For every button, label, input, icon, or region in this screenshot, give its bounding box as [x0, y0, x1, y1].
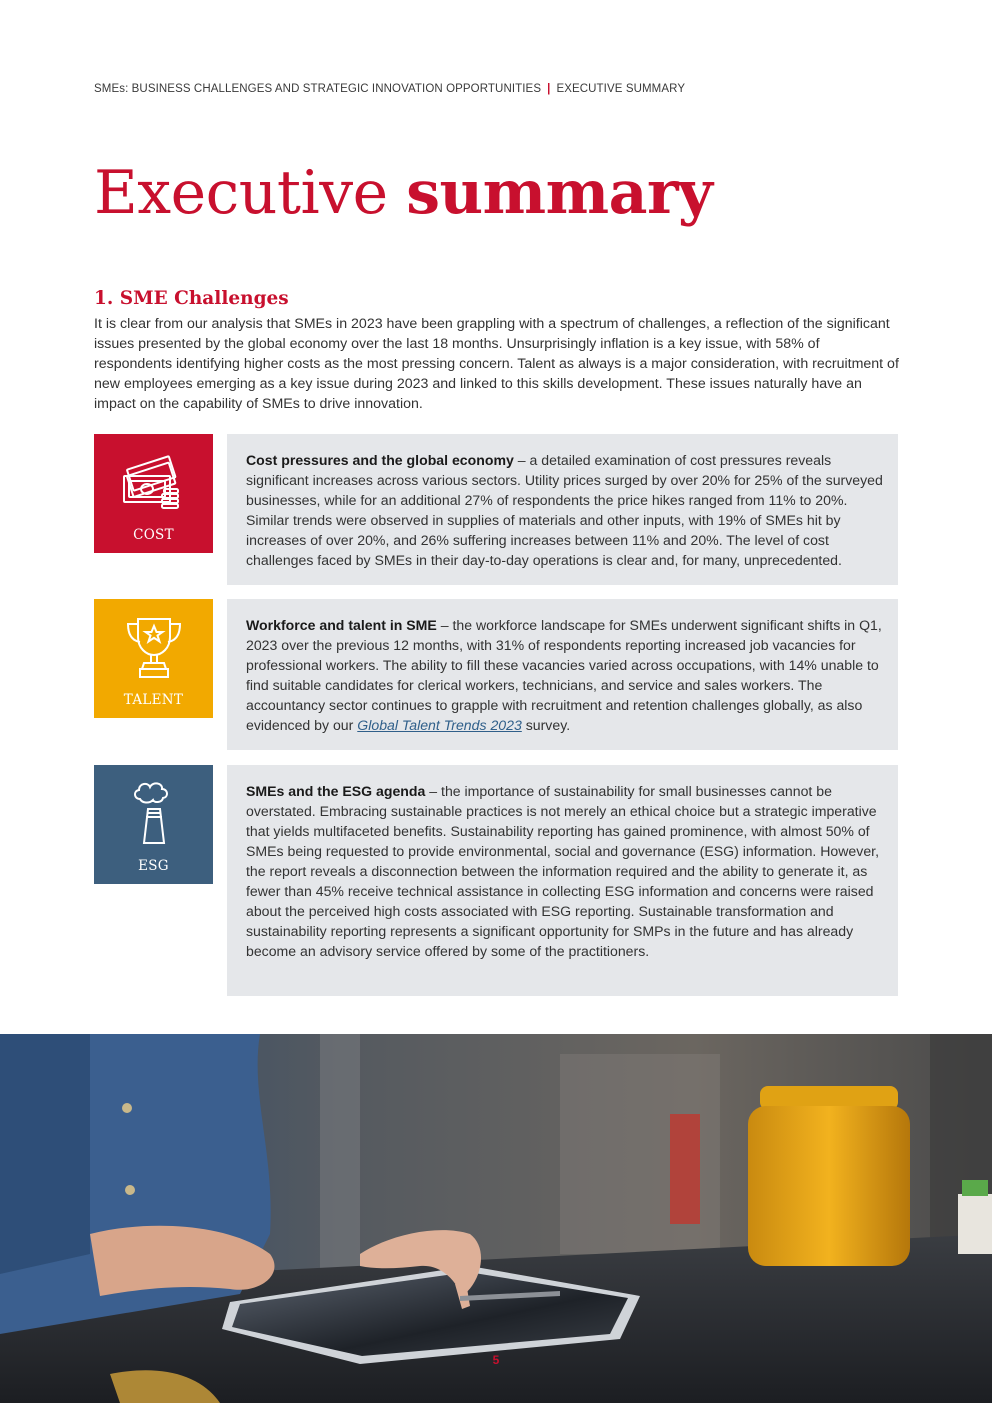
- talent-card-heading: Workforce and talent in SME: [246, 617, 437, 633]
- talent-card-body-end: survey.: [521, 717, 571, 733]
- cost-label: COST: [133, 527, 174, 543]
- section-heading: 1. SME Challenges: [94, 288, 289, 309]
- page-title-light: Executive: [94, 158, 388, 228]
- breadcrumb-separator: |: [547, 83, 551, 95]
- cost-tile: [94, 434, 213, 553]
- factory-chimney-icon: [118, 777, 190, 849]
- cost-card-heading: Cost pressures and the global economy: [246, 452, 514, 468]
- talent-card-body: – the workforce landscape for SMEs underwent significant shifts in Q1, 2023 over the previous 12 months, with 31% of respondents reporting increased job vacancies for professional workers. The ability to fill these vacancies varied across occupations, with 14% unable to find suitable candidates for clerical workers, technicians, and service and sales workers. The accountancy sector continues to grapple with recruitment and retention challenges globally, as also evidenced by our: [246, 617, 882, 733]
- global-talent-trends-link[interactable]: Global Talent Trends 2023: [357, 717, 522, 733]
- esg-card-heading: SMEs and the ESG agenda: [246, 783, 426, 799]
- esg-tile: [94, 765, 213, 884]
- esg-label: ESG: [138, 858, 169, 874]
- esg-card-body: – the importance of sustainability for small businesses cannot be overstated. Embracing sustainable practices is not merely an ethical choice but a strategic imperative that yields multifaceted benefits. Sustainability reporting has gained prominence, with almost 50% of SMEs being requested to provide environmental, social and governance (ESG) information. However, the report reveals a disconnection between the information required and the ability to generate it, as fewer than 45% receive technical assistance in collecting ESG information and concerns were raised about the perceived high costs associated with ESG reporting. Sustainable transformation and sustainability reporting represents a significant opportunity for SMPs in the future and has already become an advisory service offered by some of the practitioners.: [246, 783, 879, 959]
- breadcrumb-report-title: SMEs: BUSINESS CHALLENGES AND STRATEGIC INNOVATION OPPORTUNITIES: [94, 83, 542, 95]
- cost-card-body: – a detailed examination of cost pressures reveals significant increases across various sectors. Utility prices surged by over 20% for 25% of the surveyed businesses, while for an additional 27% of respondents the price hikes ranged from 11% to 20%. Similar trends were observed in supplies of materials and other inputs, with 19% of SMEs hit by increases of over 20%, and 26% suffering increases between 11% and 20%. The level of cost challenges faced by SMEs in their day-to-day operations is clear and, for many, unprecedented.: [246, 452, 883, 568]
- talent-tile: [94, 599, 213, 718]
- page-number: 5: [492, 1353, 500, 1367]
- money-stack-icon: [118, 446, 190, 518]
- breadcrumb: [94, 83, 685, 95]
- section-intro: It is clear from our analysis that SMEs in 2023 have been grappling with a spectrum of challenges, a reflection of the significant issues presented by the global economy over the last 18 months. Unsurprisingly inflation is a key issue, with 58% of respondents identifying higher costs as the most pressing concern. Talent as always is a major consideration, with recruitment of new employees emerging as a key issue during 2023 and linked to this skills development. These issues naturally have an impact on the capability of SMEs to drive innovation.: [94, 316, 899, 412]
- page-title: [94, 160, 712, 226]
- esg-card: [227, 765, 898, 996]
- workshop-tablet-photo: [0, 1034, 992, 1403]
- trophy-icon: [118, 611, 190, 683]
- cost-card: [227, 434, 898, 585]
- talent-card: [227, 599, 898, 750]
- talent-label: TALENT: [123, 692, 184, 708]
- breadcrumb-section: EXECUTIVE SUMMARY: [556, 83, 686, 95]
- page-title-bold: summary: [406, 158, 713, 228]
